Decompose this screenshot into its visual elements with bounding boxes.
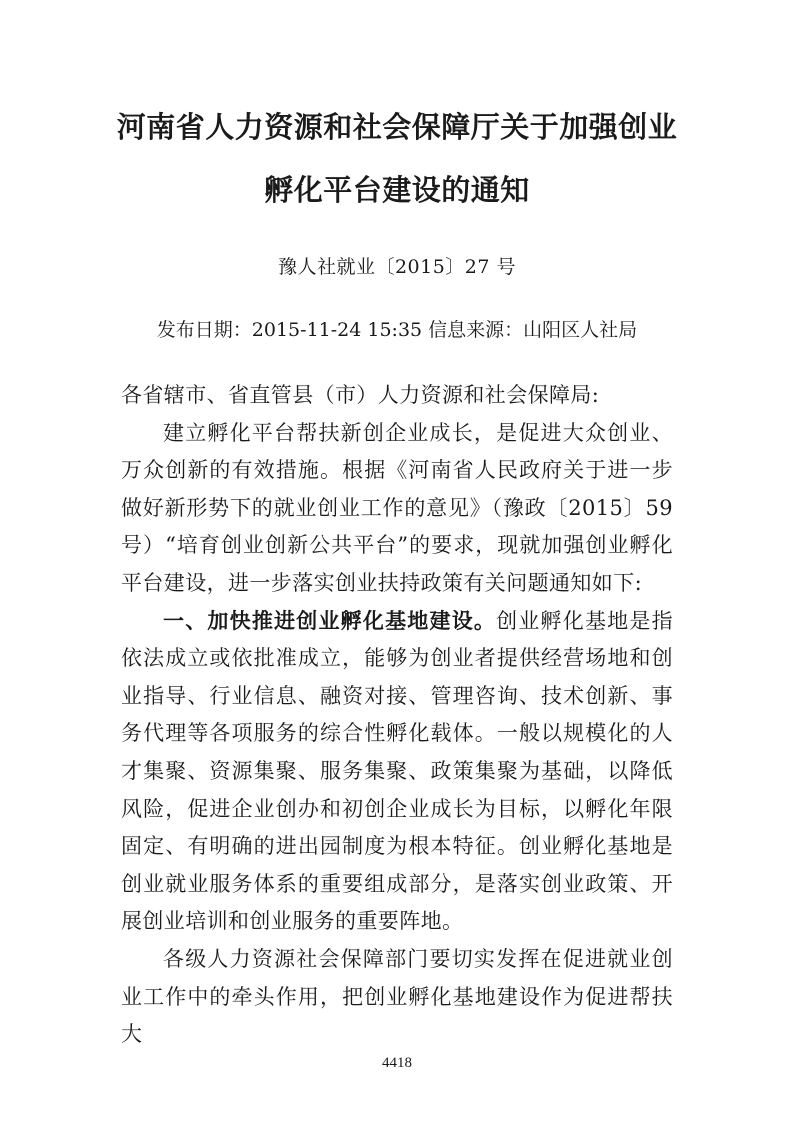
document-number: 豫人社就业〔2015〕27 号 bbox=[277, 256, 517, 278]
section-1-paragraph bbox=[121, 603, 673, 941]
section-1-text: 创业孵化基地是指依法成立或依批准成立，能够为创业者提供经营场地和创业指导、行业信息、融资对接、管理咨询、技术创新、事务代理等各项服务的综合性孵化载体。一般以规模化的人才集聚、资源集聚、服务集聚、政策集聚为基础，以降低风险，促进企业创办和初创企业成长为目标，以孵化年限固定、有明确的进出园制度为根本特征。创业孵化基地是创业就业服务体系的重要组成部分，是落实创业政策、开展创业培训和创业服务的重要阵地。 bbox=[121, 608, 674, 934]
salutation: 各省辖市、省直管县（市）人力资源和社会保障局: bbox=[121, 383, 600, 407]
publish-info: 发布日期：2015-11-24 15:35 信息来源：山阳区人社局 bbox=[156, 319, 638, 341]
document-body bbox=[121, 377, 673, 1054]
section-1-heading: 一、加快推进创业孵化基地建设。 bbox=[163, 608, 497, 633]
paragraph-intro: 建立孵化平台帮扶新创企业成长，是促进大众创业、万众创新的有效措施。根据《河南省人民政府关于进一步做好新形势下的就业创业工作的意见》（豫政〔2015〕59 号）“培育创业创新公共平台”的要求，现就加强创业孵化平台建设，进一步落实创业扶持政策有关问题通知如下: bbox=[121, 420, 673, 595]
document-title-line1: 河南省人力资源和社会保障厅关于加强创业 bbox=[116, 110, 678, 144]
paragraph-responsibility: 各级人力资源社会保障部门要切实发挥在促进就业创业工作中的牵头作用，把创业孵化基地建设作为促进帮扶大 bbox=[121, 946, 673, 1047]
page-number: 4418 bbox=[382, 1055, 412, 1071]
document-title-line2: 孵化平台建设的通知 bbox=[264, 173, 530, 207]
